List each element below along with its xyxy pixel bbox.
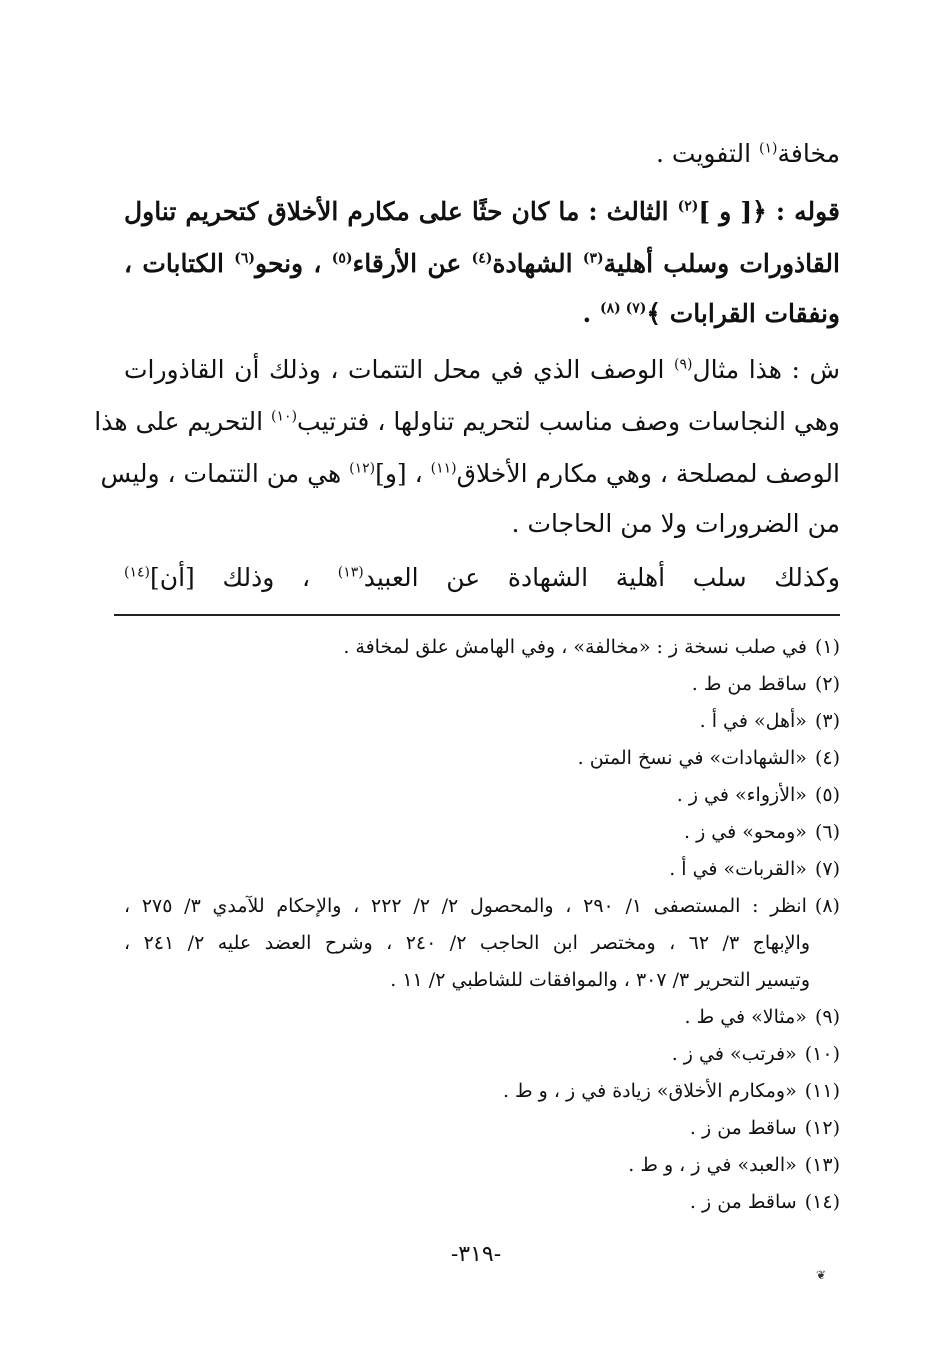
quoted-text-line: قوله : ﴿[ و ]$^{(٢)}$ الثالث : ما كان حثًا على مكارم الأخلاق كتحريم تناول: [124, 197, 840, 226]
quoted-text-line: القاذورات وسلب أهلية$^{(٣)}$ الشهادة$^{(٤)}$ عن الأرقاء$^{(٥)}$ ، ونحو$^{(٦)}$ الكتابات ،: [124, 249, 840, 278]
footnote-text: «العبد» في ز ، و ط .: [628, 1154, 797, 1176]
footnote-text: «الأزواء» في ز .: [676, 784, 807, 806]
footnote-number: (٤): [814, 747, 840, 769]
footnote: [124, 780, 840, 810]
footnote-number: (٧): [814, 858, 840, 880]
footnote-number: (٩): [814, 1006, 840, 1028]
footnote: [124, 1002, 840, 1032]
footnote-number: (١٤): [804, 1191, 840, 1213]
main-text-line: الوصف لمصلحة ، وهي مكارم الأخلاق$^{(١١)}$ ، [و]$^{(١٢)}$ هي من التتمات ، وليس: [100, 459, 840, 488]
page-number: -٣١٩-: [450, 1242, 502, 1267]
footnote-text: ساقط من ز .: [689, 1191, 797, 1213]
footnote-continuation: والإبهاج ٣/ ٦٢ ، ومختصر ابن الحاجب ٢/ ٢٤٠ ، وشرح العضد عليه ٢/ ٢٤١ ،: [124, 932, 810, 954]
footnote: [124, 669, 840, 699]
footnote-text: «أهل» في أ .: [699, 710, 807, 732]
footnote-text: ساقط من ط .: [691, 673, 807, 695]
footnote: [124, 632, 840, 662]
footnote-text: انظر : المستصفى ١/ ٢٩٠ ، والمحصول ٢/ ٢/ ٢٢٢ ، والإحكام للآمدي ٣/ ٢٧٥ ،: [124, 895, 807, 917]
footnote: [124, 891, 840, 921]
footnote-text: في صلب نسخة ز : «مخالفة» ، وفي الهامش علق لمخافة .: [343, 636, 807, 658]
main-text-line: من الضرورات ولا من الحاجات .: [511, 509, 840, 538]
footnote-number: (١٢): [804, 1117, 840, 1139]
footnote-marker: (١٤): [124, 564, 150, 581]
footnote-text: «ومحو» في ز .: [684, 821, 807, 843]
main-text-line: ش : هذا مثال$^{(٩)}$ الوصف الذي في محل التتمات ، وذلك أن القاذورات: [124, 355, 840, 384]
footnote: [124, 1113, 840, 1143]
ornament-icon: ❦: [816, 1268, 827, 1282]
footnote-marker: (٤): [471, 250, 493, 267]
main-text-line: مخافة$^{(١)}$ التفويت .: [656, 139, 840, 168]
main-text-line: وهي النجاسات وصف مناسب لتحريم تناولها ، فترتيب$^{(١٠)}$ التحريم على هذا: [94, 407, 840, 436]
footnote-text: «فرتب» في ز .: [671, 1043, 797, 1065]
footnote-marker: (٥): [331, 250, 353, 267]
footnote-number: (٦): [814, 821, 840, 843]
footnote: [124, 854, 840, 884]
footnote: [124, 1076, 840, 1106]
footnote-marker: (٦): [234, 250, 256, 267]
footnote-marker: (١٣): [337, 564, 364, 581]
footnote-text: ساقط من ز .: [689, 1117, 797, 1139]
footnote-number: (١٠): [804, 1043, 840, 1065]
footnote: [124, 1150, 840, 1180]
footnote-marker: (٧) (٨): [599, 300, 647, 317]
footnote-text: «القربات» في أ .: [669, 858, 807, 880]
footnote-marker: (٢): [677, 198, 699, 215]
footnote-text: «مثالا» في ط .: [684, 1006, 807, 1028]
footnote-marker: (٣): [582, 250, 604, 267]
footnote-text: «الشهادات» في نسخ المتن .: [577, 747, 807, 769]
footnote: [124, 706, 840, 736]
footnote-marker: (١٢): [349, 460, 376, 477]
footnote-number: (١٣): [804, 1154, 840, 1176]
footnote-marker: (١): [759, 140, 778, 157]
footnote-marker: (١١): [430, 460, 457, 477]
main-text-line: وكذلك سلب أهلية الشهادة عن العبيد$^{(١٣)}$ ، وذلك [أن]$^{(١٤)}$: [124, 563, 840, 592]
footnote-text: «ومكارم الأخلاق» زيادة في ز ، و ط .: [502, 1080, 797, 1102]
quoted-text-line: ونفقات القرابات ﴾$^{(٧) (٨)}$ .: [582, 299, 840, 328]
footnote-number: (٨): [814, 895, 840, 917]
footnote: [124, 1187, 840, 1217]
footnote: [124, 817, 840, 847]
footnote-number: (٢): [814, 673, 840, 695]
footnote-marker: (١٠): [271, 408, 298, 425]
footnote-continuation: وتيسير التحرير ٣/ ٣٠٧ ، والموافقات للشاطبي ٢/ ١١ .: [390, 969, 810, 991]
footnote-number: (٥): [814, 784, 840, 806]
footnote-number: (١): [814, 636, 840, 658]
footnote: [124, 1039, 840, 1069]
footnote-marker: (٩): [674, 356, 693, 373]
footnote-number: (١١): [804, 1080, 840, 1102]
footnote: [124, 743, 840, 773]
footnote-separator: [114, 614, 840, 616]
footnote-number: (٣): [814, 710, 840, 732]
